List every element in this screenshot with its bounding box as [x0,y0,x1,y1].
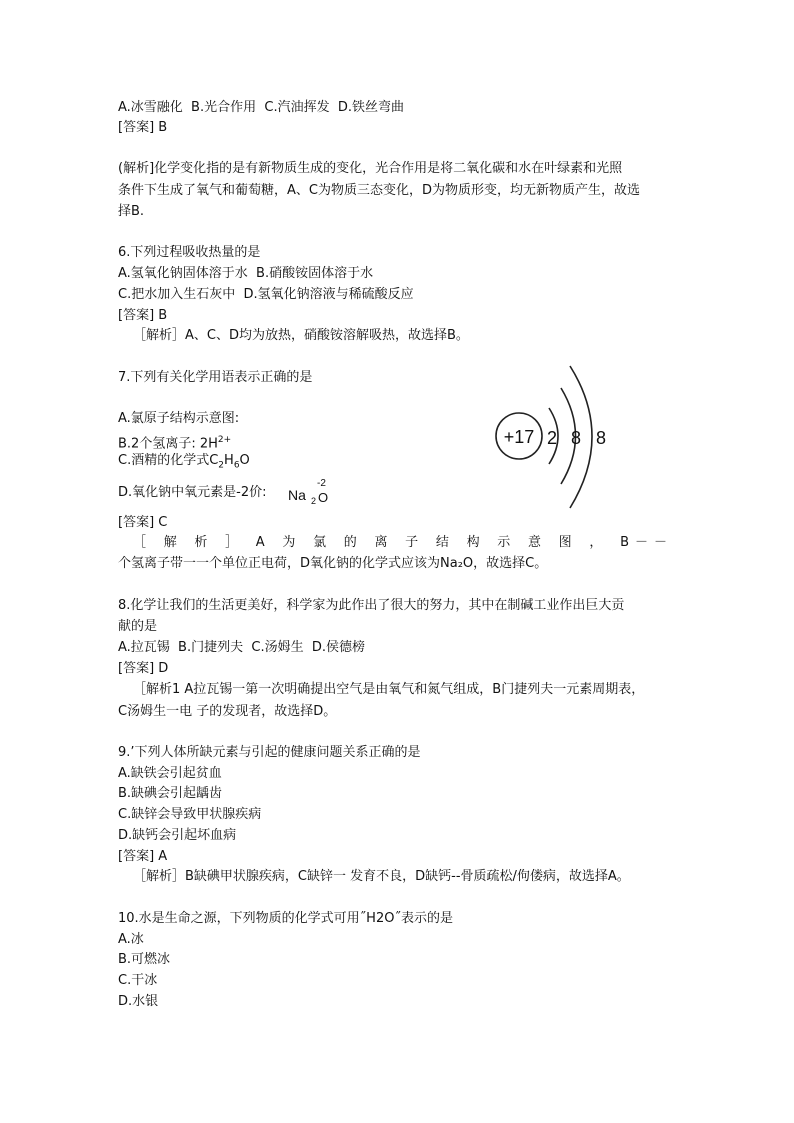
q7-option-d: D.氧化钠中氧元素是-2价: [118,485,267,500]
q10-option-a: A.冰 [118,932,144,947]
q8-analysis-line-2: C汤姆生一电 子的发现者，故选择D。 [118,704,337,719]
q7-analysis-line-1: ［解析］A为氯的离子结构示意图，B－－ [133,535,673,550]
formula-charge: -2 [317,478,326,489]
formula-main: Na [288,487,306,503]
q9-option-b: B.缺碘会引起龋齿 [118,786,223,801]
q7-option-c-sub2: 6 [233,460,240,471]
q8-options: A.拉瓦锡 B.门捷列夫 C.汤姆生 D.侯德榜 [118,640,365,655]
q10-question: 10.水是生命之源，下列物质的化学式可用˝H2O˝表示的是 [118,911,453,926]
shell-2-electrons: 8 [570,428,582,448]
q7-option-b-charge: 2+ [217,435,232,445]
shell-3-electrons: 8 [595,428,607,448]
shell-1-electrons: 2 [546,428,558,448]
q6-analysis: ［解析］A、C、D均为放热，硝酸铵溶解吸热，故选择B。 [133,328,469,343]
q6-answer: [答案] B [118,308,168,323]
q8-question-line-2: 献的是 [118,619,158,634]
q7-option-c-sub1: 2 [218,460,225,471]
q9-question: 9.’下列人体所缺元素与引起的健康问题关系正确的是 [118,745,421,760]
q7-option-c-post: O [239,453,250,468]
formula-sub: 2 [311,496,317,506]
q9-option-a: A.缺铁会引起贫血 [118,766,222,781]
nucleus-charge: +17 [503,427,535,447]
q10-option-c: C.干冰 [118,973,158,988]
q6-question: 6.下列过程吸收热量的是 [118,245,261,260]
q7-option-c-mid: H [224,453,234,468]
q7-option-a: A.氯原子结构示意图: [118,411,240,426]
q9-analysis: ［解析］B缺碘甲状腺疾病，C缺锌一 发育不良，D缺钙--骨质疏松/佝偻病，故选择A。 [133,869,630,884]
q9-option-c: C.缺锌会导致甲状腺疾病 [118,807,262,822]
q7-option-b-text: B.2个氢离子: 2H [118,436,218,452]
q9-option-d: D.缺钙会引起坏血病 [118,828,237,843]
q7-option-c [118,451,250,476]
q5-options: A.冰雪融化 B.光合作用 C.汽油挥发 D.铁丝弯曲 [118,100,404,115]
q6-options-line-2: C.把水加入生石灰中 D.氢氧化钠溶液与稀硫酸反应 [118,287,414,302]
sodium-oxide-formula [286,474,346,510]
formula-elem: O [318,490,329,505]
q5-analysis-line-2: 条件下生成了氧气和葡萄糖，A、C为物质三态变化，D为物质形变，均无新物质产生，故选 [118,183,640,198]
q10-option-d: D.水银 [118,994,159,1009]
chlorine-atom-diagram [488,358,628,518]
q5-answer: [答案] B [118,120,168,135]
q7-question: 7.下列有关化学用语表示正确的是 [118,370,313,385]
q9-answer: [答案] A [118,849,168,864]
q7-analysis-line-2: 个氢离子带一一个单位正电荷，D氧化钠的化学式应该为Na₂O，故选择C。 [118,556,548,571]
q8-answer: [答案] D [118,661,169,676]
q5-analysis-line-3: 择B. [118,204,145,219]
q5-analysis-line-1: (解析]化学变化指的是有新物质生成的变化，光合作用是将二氧化碳和水在叶绿素和光照 [118,161,623,176]
q7-answer: [答案] C [118,515,168,530]
q8-analysis-line-1: ［解析1 A拉瓦锡一第一次明确提出空气是由氧气和氮气组成，B门捷列夫一元素周期表， [133,682,645,697]
q10-option-b: B.可燃冰 [118,952,171,967]
q7-option-c-pre: C.酒精的化学式C [118,453,219,468]
q6-options-line-1: A.氢氧化钠固体溶于水 B.硝酸铵固体溶于水 [118,266,374,281]
q8-question-line-1: 8.化学让我们的生活更美好，科学家为此作出了很大的努力，其中在制碱工业作出巨大贡 [118,598,625,613]
